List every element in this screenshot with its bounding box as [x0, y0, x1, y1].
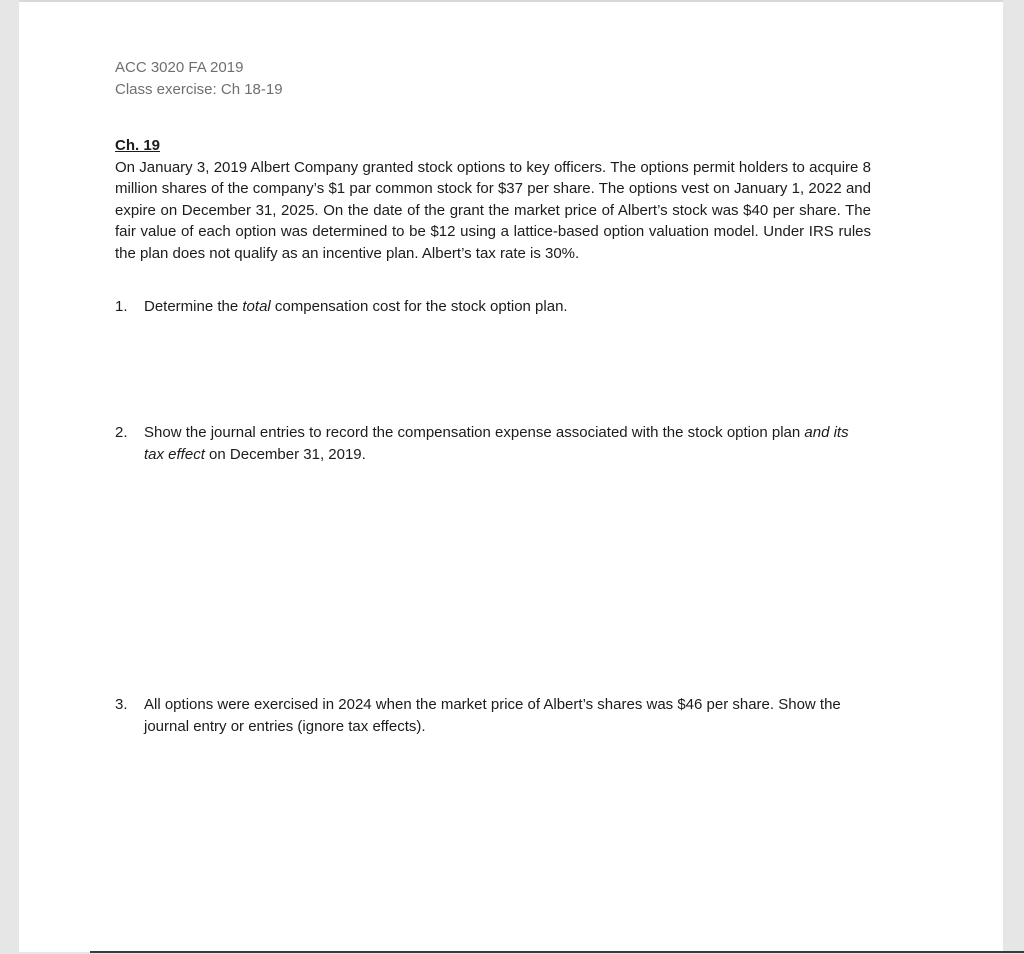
- question-text-part: on December 31, 2019.: [204, 445, 366, 463]
- exercise-subtitle: Class exercise: Ch 18-19: [115, 81, 283, 98]
- question-number: 1.: [115, 298, 128, 315]
- question-emphasis: and its tax effect: [144, 424, 849, 463]
- question-text: All options were exercised in 2024 when the market price of Albert’s shares was $46 per share. Show the journal entry or entries (ignore tax effects).: [144, 696, 841, 735]
- question-2: [115, 422, 871, 465]
- course-title: ACC 3020 FA 2019: [115, 59, 244, 76]
- problem-paragraph: On January 3, 2019 Albert Company granted stock options to key officers. The options permit holders to acquire 8 million shares of the company’s $1 par common stock for $37 per share. The options vest on January 1, 2022 and expire on December 31, 2025. On the date of the grant the market price of Albert’s stock was $40 per share. The fair value of each option was determined to be $12 using a lattice-based option valuation model. Under IRS rules the plan does not qualify as an incentive plan. Albert’s tax rate is 30%.: [115, 158, 871, 262]
- question-text: [144, 296, 871, 318]
- question-text-part: Determine the: [144, 298, 243, 315]
- question-1: [115, 296, 871, 318]
- question-number: 2.: [115, 424, 128, 441]
- question-text-part: Show the journal entries to record the compensation expense associated with the stock option plan: [144, 424, 805, 441]
- question-emphasis: total: [242, 298, 271, 315]
- document-header: [115, 57, 283, 101]
- question-3: [115, 694, 871, 737]
- question-text: [144, 422, 871, 465]
- chapter-section: [115, 135, 871, 265]
- question-number: 3.: [115, 696, 128, 713]
- page-bottom-rule: [90, 951, 1024, 953]
- question-text-part: compensation cost for the stock option plan.: [270, 298, 568, 315]
- chapter-heading: Ch. 19: [115, 137, 161, 154]
